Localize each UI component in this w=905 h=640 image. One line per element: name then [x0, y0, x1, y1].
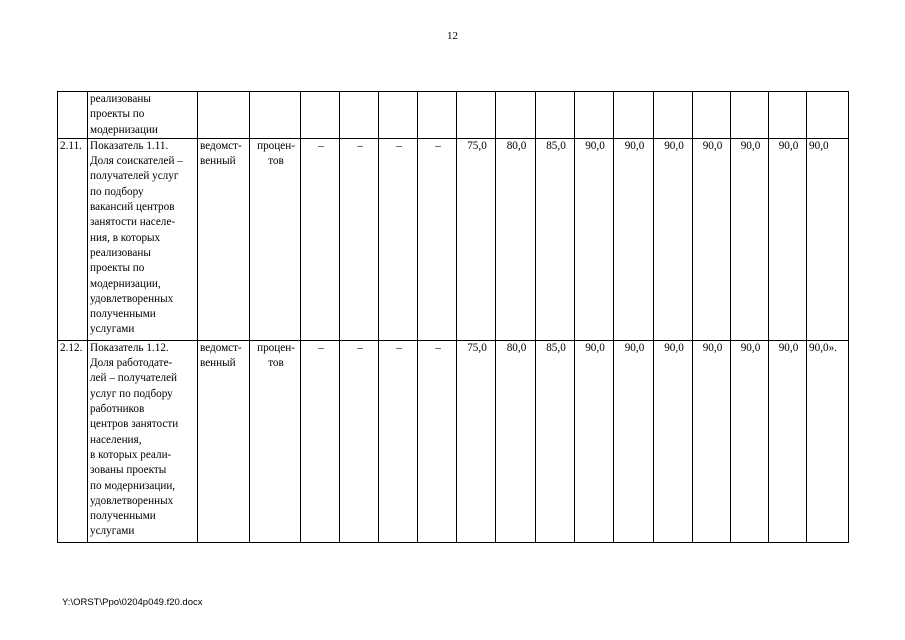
name-line: удовлетворенных	[90, 292, 174, 305]
value-text: 90,0	[624, 341, 645, 354]
value-text: –	[318, 139, 324, 152]
value-cell	[575, 138, 614, 340]
name-line: по модернизации,	[90, 479, 176, 492]
value-cell	[654, 340, 693, 542]
row-number: 2.11.	[60, 139, 82, 152]
indicator-name-cell	[88, 92, 198, 139]
value-text: 90,0	[809, 139, 829, 152]
name-line: услуг по подбору	[90, 387, 173, 400]
table-body	[58, 92, 849, 543]
source-line: ведомст-	[200, 341, 242, 354]
value-cell	[301, 340, 340, 542]
name-line: получателей услуг	[90, 170, 179, 183]
value-text: 90,0	[664, 341, 684, 354]
name-line: модернизации,	[90, 277, 161, 290]
value-text: 90,0	[702, 139, 723, 152]
value-cell	[496, 138, 536, 340]
value-cell	[457, 138, 496, 340]
name-line: населения,	[90, 433, 142, 446]
unit-line: тов	[268, 357, 284, 370]
value-text: 90,0	[740, 139, 761, 152]
value-cell	[807, 138, 849, 340]
name-line: реализованы	[90, 246, 151, 259]
value-cell	[807, 92, 849, 139]
value-text: 85,0	[546, 341, 566, 354]
footer-file-path: Y:\ORST\Ppo\0204p049.f20.docx	[62, 597, 203, 608]
row-number-cell	[58, 92, 88, 139]
table-row	[58, 138, 849, 340]
name-line: полученными	[90, 510, 156, 523]
value-text: 80,0	[506, 139, 527, 152]
name-line: центров занятости	[90, 418, 179, 431]
name-line: в которых реали-	[90, 448, 172, 461]
unit-cell	[250, 92, 301, 139]
value-text: 90,0	[778, 341, 799, 354]
name-line: реализованы	[90, 93, 151, 105]
unit-line: процен-	[257, 139, 295, 152]
value-text: 90,0».	[809, 341, 837, 354]
value-cell	[769, 340, 807, 542]
row-number: 2.12.	[60, 341, 83, 354]
value-cell	[536, 138, 575, 340]
value-cell	[301, 92, 340, 139]
value-cell	[379, 340, 418, 542]
value-cell	[418, 340, 457, 542]
value-text: 90,0	[585, 139, 605, 152]
value-cell	[340, 138, 379, 340]
value-cell	[731, 138, 769, 340]
unit-line: тов	[268, 155, 284, 168]
value-cell	[614, 340, 654, 542]
value-cell	[731, 92, 769, 139]
name-line: ния, в которых	[90, 231, 161, 244]
value-text: 90,0	[664, 139, 684, 152]
value-text: 90,0	[740, 341, 761, 354]
row-number-cell	[58, 138, 88, 340]
name-line: услугами	[90, 525, 135, 538]
name-line: лей – получателей	[90, 372, 178, 385]
value-cell	[654, 92, 693, 139]
value-cell	[731, 340, 769, 542]
name-line: проекты по	[90, 108, 145, 121]
value-cell	[536, 340, 575, 542]
value-cell	[457, 92, 496, 139]
value-cell	[301, 138, 340, 340]
name-line: вакансий центров	[90, 201, 175, 214]
value-text: –	[318, 341, 324, 354]
name-line: проекты по	[90, 262, 145, 275]
indicator-name-cell	[88, 138, 198, 340]
indicator-table	[57, 91, 849, 543]
value-text: 85,0	[546, 139, 566, 152]
value-cell	[340, 340, 379, 542]
value-cell	[340, 92, 379, 139]
unit-cell	[250, 138, 301, 340]
table-row	[58, 340, 849, 542]
value-cell	[379, 92, 418, 139]
value-cell	[575, 92, 614, 139]
source-cell	[198, 138, 250, 340]
value-cell	[807, 340, 849, 542]
name-line: работников	[90, 403, 145, 416]
source-line: ведомст-	[200, 139, 242, 152]
value-text: –	[357, 139, 363, 152]
source-cell	[198, 92, 250, 139]
name-line: Показатель 1.11.	[90, 139, 169, 152]
name-line: Показатель 1.12.	[90, 341, 169, 354]
name-line: зованы проекты	[90, 464, 167, 477]
name-line: Доля соискателей –	[90, 155, 183, 168]
value-text: 90,0	[702, 341, 723, 354]
value-cell	[418, 92, 457, 139]
indicator-name-cell	[88, 340, 198, 542]
value-cell	[418, 138, 457, 340]
value-text: 75,0	[467, 139, 487, 152]
value-cell	[379, 138, 418, 340]
name-line: Доля работодате-	[90, 357, 173, 370]
value-text: –	[435, 139, 441, 152]
name-line: услугами	[90, 323, 135, 336]
value-text: 80,0	[506, 341, 527, 354]
unit-line: процен-	[257, 341, 295, 354]
value-cell	[575, 340, 614, 542]
value-text: 75,0	[467, 341, 487, 354]
value-cell	[769, 138, 807, 340]
source-line: венный	[200, 357, 236, 370]
value-cell	[693, 340, 731, 542]
value-cell	[457, 340, 496, 542]
value-text: 90,0	[778, 139, 799, 152]
name-line: занятости населе-	[90, 216, 176, 229]
source-line: венный	[200, 155, 236, 168]
value-cell	[769, 92, 807, 139]
value-cell	[614, 138, 654, 340]
value-cell	[614, 92, 654, 139]
value-text: –	[396, 139, 402, 152]
value-text: 90,0	[624, 139, 645, 152]
name-line: удовлетворенных	[90, 494, 174, 507]
unit-cell	[250, 340, 301, 542]
name-line: полученными	[90, 308, 156, 321]
page-number: 12	[447, 30, 458, 42]
value-text: –	[435, 341, 441, 354]
value-text: 90,0	[585, 341, 605, 354]
value-text: –	[396, 341, 402, 354]
value-cell	[536, 92, 575, 139]
value-cell	[496, 340, 536, 542]
source-cell	[198, 340, 250, 542]
value-text: –	[357, 341, 363, 354]
value-cell	[693, 92, 731, 139]
value-cell	[654, 138, 693, 340]
name-line: по подбору	[90, 185, 144, 198]
value-cell	[496, 92, 536, 139]
row-number-cell	[58, 340, 88, 542]
name-line: модернизации	[90, 123, 158, 136]
table-row-continuation	[58, 92, 849, 139]
value-cell	[693, 138, 731, 340]
